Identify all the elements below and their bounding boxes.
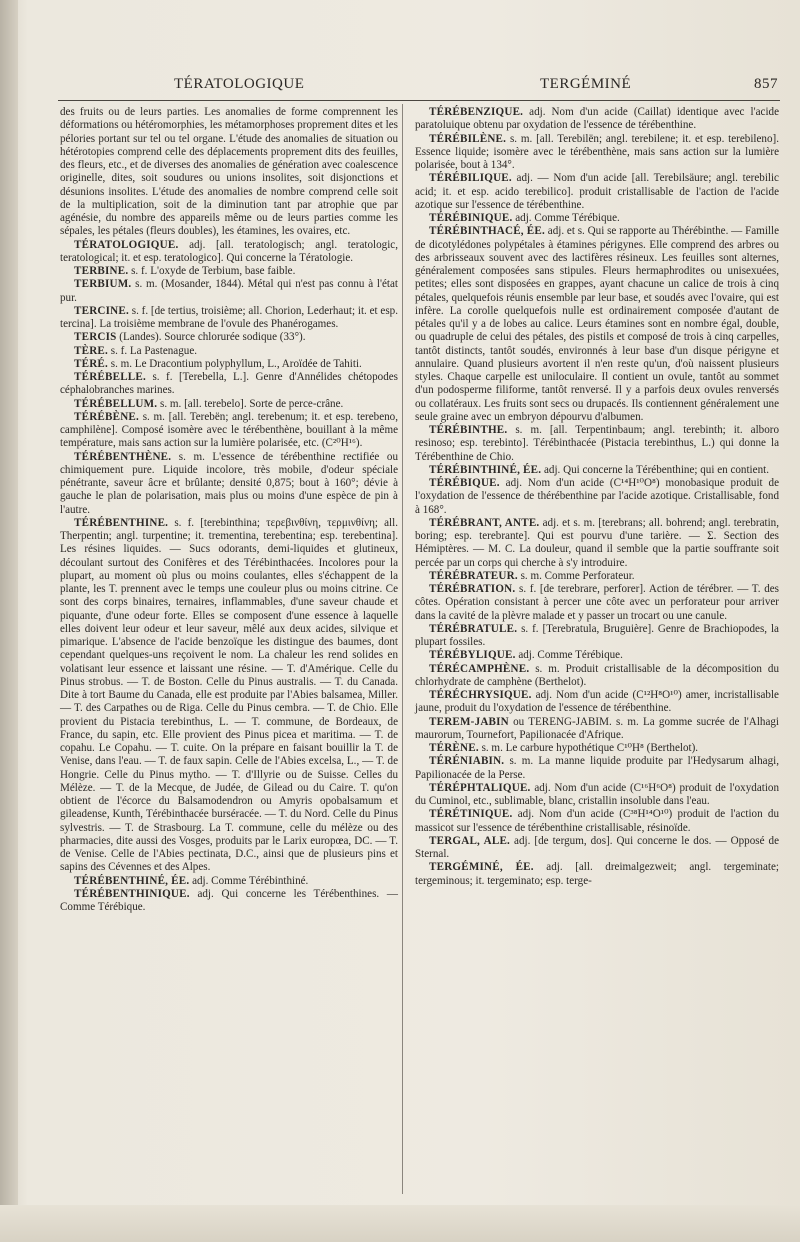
dictionary-entry xyxy=(415,716,779,743)
entry-text: adj. Comme Térébinthiné. xyxy=(189,874,309,887)
right-column xyxy=(415,106,779,888)
book-binding-edge xyxy=(0,0,18,1242)
dictionary-entry xyxy=(60,305,398,332)
entry-headword: TERGAL, ALE. xyxy=(429,834,511,847)
dictionary-entry xyxy=(60,371,398,398)
entry-headword: TÉRÉBIQUE. xyxy=(429,477,500,489)
entry-text: adj. [all. dreimalgezweit; angl. tergeminate; tergeminous; it. tergeminato; esp. terge- xyxy=(415,861,779,887)
entry-text: adj. Qui concerne les Térébenthines. — Comme Térébique. xyxy=(60,887,398,913)
entry-text: adj. [de tergum, dos]. Qui concerne le dos. — Opposé de Sternal. xyxy=(415,834,779,860)
entry-headword: TÉRÉBINTHINÉ, ÉE. xyxy=(429,463,542,476)
entry-headword: TÉRÉBYLIQUE. xyxy=(429,649,516,662)
dictionary-entry xyxy=(415,689,779,716)
entry-headword: TERCINE. xyxy=(74,304,129,317)
entry-text: adj. et s. m. [terebrans; all. bohrend; angl. terebratin, boring; esp. terebrante]. Qui est pourvu d'une tarière. — Σ. Section des Hémiptères. — M. C. La douleur, quand il semble que la partie souffrante soit percée par un corps qui cherche à s'y introduire. xyxy=(415,516,779,569)
entry-text: s. m. Le Dracontium polyphyllum, L., Aroïdée de Tahiti. xyxy=(107,357,362,370)
left-column xyxy=(60,106,398,914)
entry-text: s. m. [all. Terebën; angl. terebenum; it. et esp. terebeno, camphilène]. Composé isomère avec le térébenthène, bouillant à la même température, mais sans action sur la lumière polarisée, etc. (C²⁰H¹⁶). xyxy=(60,410,398,450)
dictionary-entry xyxy=(415,225,779,424)
entry-text: s. f. L'oxyde de Terbium, base faible. xyxy=(128,265,296,277)
entry-headword: TÉRÉCHRYSIQUE. xyxy=(429,689,532,701)
entry-headword: TÉRÉBINTHE. xyxy=(429,424,508,436)
entry-headword: TÈRE. xyxy=(74,344,108,357)
entry-text: s. f. [Terebella, L.]. Genre d'Annélides chétopodes céphalobranches marines. xyxy=(60,371,398,397)
dictionary-entry xyxy=(60,451,398,517)
entry-headword: TÉRÉPHTALIQUE. xyxy=(429,781,531,794)
entry-text: s. f. [terebinthina; τερεβινθίνη, τερμινθίνη; all. Therpentin; angl. turpentine; it. trementina, terebentina; esp. terebentina]. Les résines liquides. — Sucs odorants, demi-liquides et glutineux, découlant surtout des Conifères et des Térébinthacées. Incolores pour la plupart, au moment où plus ou moins coulantes, elles s'échappent de la plante, les T. prennent avec le temps une couleur plus ou moins citrine. Ce sont des corps binaires, ternaires, inflammables, d'une saveur chaude et piquante, d'une odeur forte. Elles se composent d'une essence à laquelle elles doivent leur odeur et leur saveur, mêlé aux deux acides, silvique et pimarique. L'absence de l'acide benzoïque les distingue des baumes, dont cependant quelques-uns reçoivent le nom. La chaleur les rend solides en volatisant leur essence et laissant une résine. — T. d'Amérique. Celle du Pinus strobus. — T. de Boston. Celle du Pinus australis. — T. du Canada. Dite à tort Baume du Canada, elle est produite par l'Abies balsamea, Miller. — T. des Carpathes ou de Riga. Celle du Pinus cembra. — T. de Chio. Elle provient du Pistacia terebinthus, L. — T. commune, de Bordeaux, de France, du sapin, etc. Elle provient des Pinus picea et maritima. — T. de copahu. Le Copahu. — T. cuite. On la prépare en faisant bouillir la T. de Venise, dans l'eau. — T. de faux sapin. Celle de l'Abies excelsa, L., — T. de Hongrie. Celle du Pinus mytho. — T. d'Illyrie ou de Suisse. Celles du Mélèze. — T. de la Mecque, de Judée, de Gilead ou du Caire. T. qu'on obtient de l'écorce du Balsamodendron ou Amyris opobalsamum et gileadense, Kunth, Térébinthacée burséracée. — T. du Nord. Celle du Pinus sylvestris. — T. de Strasbourg. La T. commune, celle du mélèze ou des pharmacies, dite aussi des Vosges, produits par le Larix europœa, DC. — T. de Venise. Celle de l'Abies pectinata, D.C., ainsi que de plusieurs pins et sapins des Cévennes et des Alpes. xyxy=(60,516,398,874)
entry-headword: TÉRÉBINIQUE. xyxy=(429,212,513,224)
entry-headword: TÉRÉBENTHÈNE. xyxy=(74,450,172,463)
dictionary-entry xyxy=(415,570,779,583)
entry-text: adj. Nom d'un acide (C¹²H⁸O¹⁰) amer, incristallisable jaune, produit du l'oxydation de l'essence de térébenthine. xyxy=(415,689,779,715)
page-number: 857 xyxy=(754,76,778,92)
dictionary-entry xyxy=(415,106,779,133)
dictionary-entry xyxy=(415,477,779,517)
dictionary-entry xyxy=(415,742,779,755)
entry-headword: TÉRÉBENTHINIQUE. xyxy=(74,887,190,900)
dictionary-entry xyxy=(415,861,779,888)
entry-text: adj. Qui concerne la Térébenthine; qui en contient. xyxy=(541,463,769,476)
entry-headword: TÉRÉBRANT, ANTE. xyxy=(429,516,540,529)
entry-headword: TERBIUM. xyxy=(74,278,132,291)
entry-text: s. m. (Mosander, 1844). Métal qui n'est pas connu à l'état pur. xyxy=(60,278,398,304)
entry-headword: TÉRÉBRATEUR. xyxy=(429,569,518,582)
dictionary-entry xyxy=(415,755,779,782)
dictionary-entry xyxy=(415,835,779,862)
entry-text: ou TERENG-JABIM. s. m. La gomme sucrée de l'Alhagi maurorum, Tournefort, Papilionacée d'Afrique. xyxy=(415,715,779,741)
entry-headword: TÉRÉNIABIN. xyxy=(429,755,505,768)
dictionary-entry xyxy=(60,239,398,266)
dictionary-entry xyxy=(415,133,779,173)
dictionary-entry xyxy=(60,517,398,875)
entry-headword: TÉRÉBÈNE. xyxy=(74,410,139,423)
dictionary-entry xyxy=(60,345,398,358)
entry-headword: TÉRÈNE. xyxy=(429,742,479,754)
entry-headword: TÉRÉBENTHINÉ, ÉE. xyxy=(74,874,190,887)
entry-text: s. f. [de tertius, troisième; all. Chorion, Lederhaut; it. et esp. tercina]. La troisième membrane de l'ovule des Phanérogames. xyxy=(60,304,398,330)
entry-text: s. m. [all. Terpentinbaum; angl. terebinth; it. alboro resinoso; esp. terebinto]. Térébinthacée (Pistacia terebinthus, L.) qui donne la Térébenthine de Chio. xyxy=(415,424,779,463)
entry-text: adj. et s. Qui se rapporte au Thérébinthe. — Famille de dicotylédones polypétales à étamines périgynes. Elle comprend des arbres ou des arbrisseaux souvent avec des lactifères résineux. Les feuilles sont alternes, généralement composées sans stipules. Fleurs hermaphrodites ou unisexuées, petites; elles sont disposées en grappes, ayant chacune un calice de trois à cinq pétales, quelquefois réunis ensemble par leur base, et soudés avec l'ovaire, qui est infère. La corolle quelquefois nulle est ordinairement composée d'autant de pétales qu'il y a de lobes au calice. Leurs étamines sont en nombre égal, double, ou quadruple de celui des pétales, des pistils et composé de trois à cinq carpelles, tantôt distincts, tantôt soudés, environnés à leur base d'un disque périgyne et annulaire. Quand plusieurs avortent il n'en reste qu'un, d'où naissent plusieurs styles. Chaque carpelle est uniloculaire. Il contient un ovule, tantôt au sommet d'un podosperme filiforme, tantôt renversé. Il y a parfois deux ovules renversés ou collatéraux. Les fruits sont secs ou drupacés. Ils contiennent généralement une seule graine avec un embryon dépourvu d'albumen. xyxy=(415,225,779,423)
entry-headword: TÉRÉBELLUM. xyxy=(74,397,158,410)
entry-headword: TERGÉMINÉ, ÉE. xyxy=(429,861,534,874)
dictionary-entry xyxy=(415,808,779,835)
dictionary-entry xyxy=(415,212,779,225)
entry-headword: TÉRATOLOGIQUE. xyxy=(74,238,179,251)
column-divider xyxy=(402,104,403,1194)
entry-text: s. m. Produit cristallisable de la décomposition du chlorhydrate de camphène (Berthelot). xyxy=(415,662,779,688)
running-head-left: TÉRATOLOGIQUE xyxy=(174,76,305,92)
dictionary-entry xyxy=(415,649,779,662)
running-header xyxy=(58,76,778,98)
dictionary-entry xyxy=(60,888,398,915)
entry-headword: TEREM-JABIN xyxy=(429,715,509,728)
running-head-right: TERGÉMINÉ xyxy=(540,76,632,92)
dictionary-entry xyxy=(60,875,398,888)
header-rule xyxy=(58,100,780,101)
entry-text: s. m. [all. Terebilën; angl. terebilene; it. et esp. terebileno]. Essence liquide; isomère avec le térébenthène, mais sans action sur la lumière polarisée, bout à 134°. xyxy=(415,132,779,171)
dictionary-entry xyxy=(60,278,398,305)
entry-text: s. m. [all. terebelo]. Sorte de perce-crâne. xyxy=(157,397,344,410)
entry-headword: TÉRÉ. xyxy=(74,357,108,370)
entry-text: adj. Comme Térébique. xyxy=(515,649,623,662)
entry-text: s. m. Comme Perforateur. xyxy=(517,569,635,582)
entry-text: s. m. La manne liquide produite par l'Hedysarum alhagi, Papilionacée de la Perse. xyxy=(415,755,779,781)
dictionary-entry xyxy=(415,663,779,690)
dictionary-entry xyxy=(415,464,779,477)
entry-headword: TÉRÉBRATION. xyxy=(429,583,516,595)
entry-text: adj. Nom d'un acide (Caillat) identique avec l'acide paratoluique obtenu par oxydation de l'essence de térébenthine. xyxy=(415,106,779,132)
entry-text: adj. Nom d'un acide (C¹⁴H¹⁰O⁸) monobasique produit de l'oxydation de l'essence de thérébenthine par l'acide azotique. Cristallisable, fond à 168°. xyxy=(415,477,779,516)
entry-headword: TÉRÉBINTHACÉ, ÉE. xyxy=(429,225,545,238)
entry-text: s. f. [de terebrare, perforer]. Action de térébrer. — T. des côtes. Opération consistant à percer une côte avec un perforateur pour arriver dans la cavité de la plèvre malade et y passer un trocart ou une canule. xyxy=(415,583,779,622)
dictionary-entry xyxy=(60,411,398,451)
entry-text: adj. Nom d'un acide (C³⁸H¹⁴O¹⁰) produit de l'action du massicot sur l'essence de térébenthine cristallisable, résinoïde. xyxy=(415,808,779,834)
dictionary-entry xyxy=(415,623,779,650)
dictionary-entry xyxy=(60,398,398,411)
entry-text: s. m. L'essence de térébenthine rectifiée ou chimiquement pure. Liquide incolore, très mobile, d'odeur spéciale pénétrante, saveur âcre et brûlante; densité 0,875; bout à 160°; dévie à gauche le plan de polarisation, mais plus ou moins d'une espèce de pin à l'autre. xyxy=(60,450,398,516)
entry-text: (Landes). Source chlorurée sodique (33°). xyxy=(116,331,306,344)
entry-headword: TÉRÉBILÈNE. xyxy=(429,132,507,145)
entry-text: adj. Nom d'un acide (C¹⁶H⁶O⁸) produit de l'oxydation du Cuminol, etc., sublimable, blanc, cristallin insoluble dans l'eau. xyxy=(415,781,779,807)
entry-text: s. f. [Terebratula, Bruguière]. Genre de Brachiopodes, la plupart fossiles. xyxy=(415,622,779,648)
entry-headword: TERBINE. xyxy=(74,265,129,277)
dictionary-entry xyxy=(60,265,398,278)
dictionary-entry xyxy=(60,358,398,371)
dictionary-entry xyxy=(415,517,779,570)
entry-text: des fruits ou de leurs parties. Les anomalies de forme comprennent les déformations ou hétéromorphies, les métamorphoses proprement dites et les pélories portant sur tel ou tel organe. L'étude des anomalies de situation ou hétérotopies comprend celle des déplacements proprement dits des feuilles, des fleurs, etc., et de diverses des anomalies de génération avec coalescence originelle, dites, soit soudures ou unions insolites, soit disjonctions et désunions insolites. L'étude des anomalies de nombre comprend celle soit de la multiplication, soit de la diminution tant par atrophie que par agénésie, du nombre des appareils même ou de leurs parties comme les sépales, les pétales (fleurs doubles), les étamines, les ovaires, etc. xyxy=(60,106,398,238)
entry-headword: TÉRÉBENZIQUE. xyxy=(429,106,524,118)
dictionary-entry xyxy=(60,106,398,239)
entry-headword: TÉRÉBRATULE. xyxy=(429,622,518,635)
dictionary-entry xyxy=(415,172,779,212)
entry-headword: TERCIS xyxy=(74,331,117,344)
entry-text: s. m. Le carbure hypothétique C¹⁰H⁸ (Berthelot). xyxy=(478,742,699,754)
page-bottom-margin xyxy=(0,1205,800,1242)
entry-text: adj. [all. teratologisch; angl. teratologic, teratological; it. et esp. teratologico]. Qui concerne la Tératologie. xyxy=(60,238,398,264)
entry-text: adj. — Nom d'un acide [all. Terebilsäure; angl. terebilic acid; it. et esp. acido terebilico]. produit cristallisable de l'action de l'acide azotique sur l'essence de térébenthine. xyxy=(415,172,779,211)
entry-text: s. f. La Pastenague. xyxy=(107,344,198,357)
entry-headword: TÉRÉBENTHINE. xyxy=(74,516,169,529)
entry-headword: TÉRÉTINIQUE. xyxy=(429,808,513,821)
entry-text: adj. Comme Térébique. xyxy=(512,212,620,224)
entry-headword: TÉRÉCAMPHÈNE. xyxy=(429,662,530,675)
entry-headword: TÉRÉBELLE. xyxy=(74,371,146,383)
dictionary-entry xyxy=(415,424,779,464)
dictionary-entry xyxy=(415,782,779,809)
entry-headword: TÉRÉBILIQUE. xyxy=(429,172,512,185)
dictionary-entry xyxy=(415,583,779,623)
dictionary-entry xyxy=(60,331,398,344)
